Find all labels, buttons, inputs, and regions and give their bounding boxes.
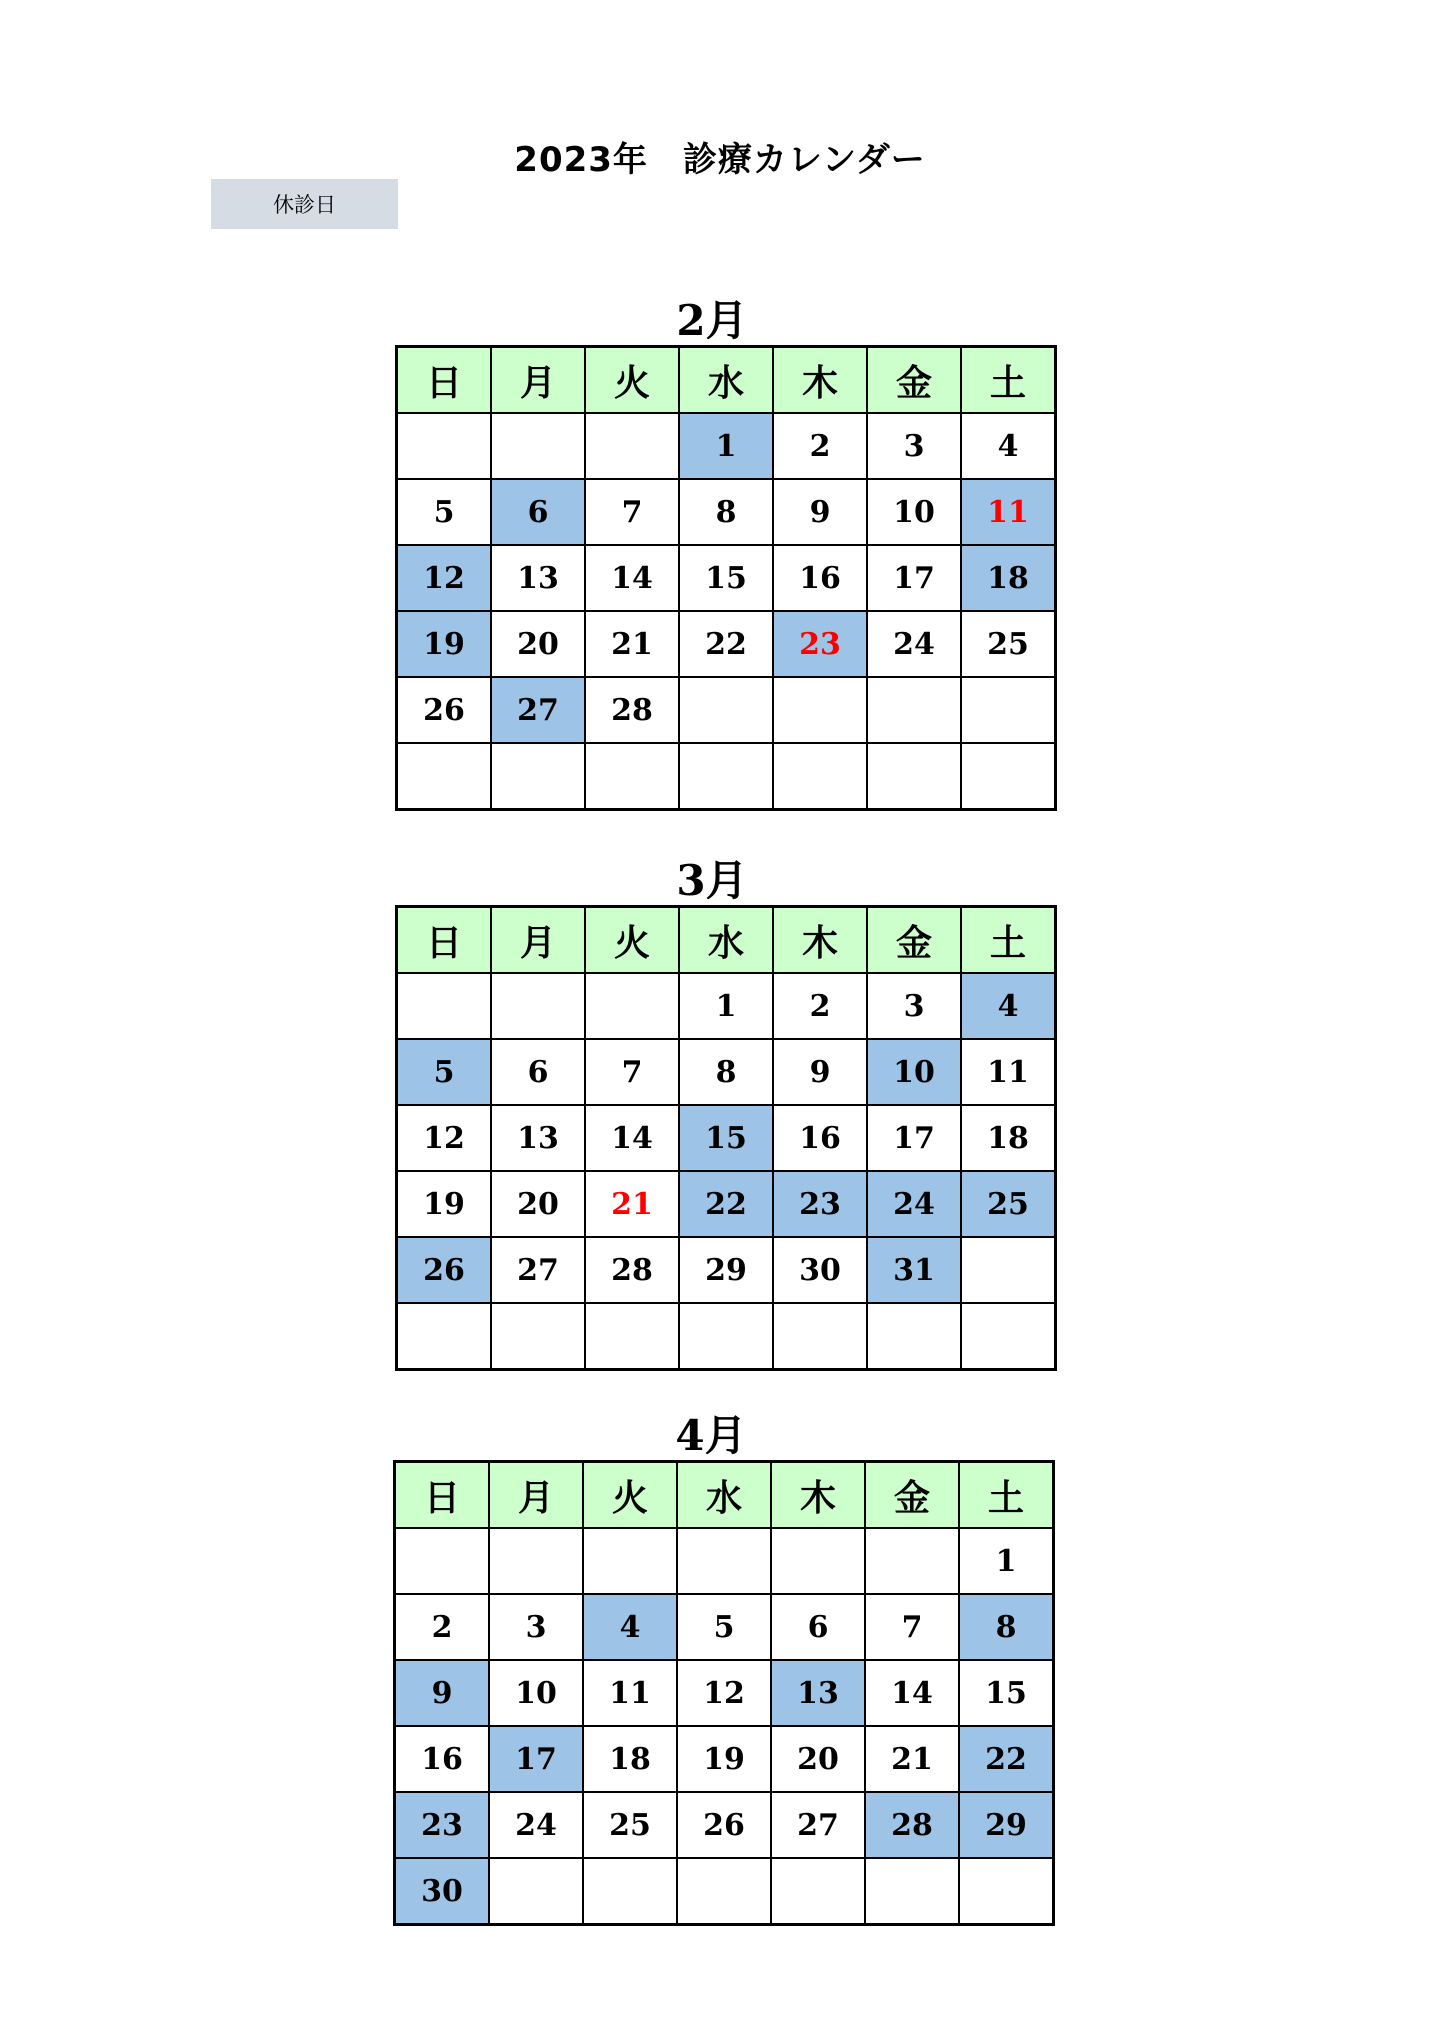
day-cell: 15 [679,545,773,611]
weekday-header: 水 [679,907,773,974]
day-cell [491,743,585,810]
weekday-header: 日 [397,347,492,414]
day-cell: 13 [771,1660,865,1726]
week-row [397,743,1056,810]
day-cell [773,677,867,743]
week-row [397,1303,1056,1370]
day-cell [397,743,492,810]
day-cell [397,1303,492,1370]
weekday-header: 土 [961,907,1056,974]
calendar-feb [395,345,1057,811]
day-cell: 27 [771,1792,865,1858]
day-cell [679,1303,773,1370]
day-cell: 8 [959,1594,1054,1660]
day-cell: 20 [491,1171,585,1237]
weekday-header: 水 [677,1462,771,1529]
day-cell [491,973,585,1039]
day-cell: 28 [865,1792,959,1858]
day-cell: 8 [679,479,773,545]
day-cell: 17 [867,1105,961,1171]
day-cell: 14 [585,545,679,611]
day-cell [771,1528,865,1594]
week-row [397,1237,1056,1303]
day-cell [397,973,492,1039]
weekday-header-row [395,1462,1054,1529]
day-cell: 30 [773,1237,867,1303]
day-cell [961,743,1056,810]
weekday-header: 火 [585,347,679,414]
day-cell [585,1303,679,1370]
week-row [397,413,1056,479]
day-cell: 6 [491,1039,585,1105]
day-cell: 11 [961,1039,1056,1105]
week-row [397,1105,1056,1171]
day-cell: 24 [867,1171,961,1237]
day-cell [491,1303,585,1370]
day-cell: 7 [585,479,679,545]
day-cell [867,677,961,743]
day-cell: 20 [771,1726,865,1792]
day-cell: 8 [679,1039,773,1105]
day-cell: 6 [491,479,585,545]
weekday-header: 火 [585,907,679,974]
weekday-header: 金 [867,347,961,414]
day-cell: 26 [677,1792,771,1858]
week-row [397,1039,1056,1105]
day-cell: 28 [585,677,679,743]
day-cell: 3 [489,1594,583,1660]
day-cell: 11 [961,479,1056,545]
day-cell: 26 [397,677,492,743]
day-cell [679,743,773,810]
day-cell: 23 [773,1171,867,1237]
day-cell: 21 [585,611,679,677]
day-cell: 10 [867,479,961,545]
weekday-header: 土 [961,347,1056,414]
day-cell [679,677,773,743]
weekday-header: 日 [397,907,492,974]
day-cell: 29 [679,1237,773,1303]
day-cell [491,413,585,479]
day-cell: 28 [585,1237,679,1303]
day-cell: 23 [395,1792,490,1858]
day-cell: 5 [397,1039,492,1105]
day-cell: 5 [677,1594,771,1660]
weekday-header: 日 [395,1462,490,1529]
day-cell: 10 [867,1039,961,1105]
day-cell [959,1858,1054,1925]
day-cell: 1 [679,973,773,1039]
week-row [395,1858,1054,1925]
day-cell: 22 [959,1726,1054,1792]
day-cell: 27 [491,677,585,743]
week-row [395,1528,1054,1594]
week-row [395,1792,1054,1858]
day-cell: 21 [865,1726,959,1792]
day-cell [773,743,867,810]
day-cell: 15 [959,1660,1054,1726]
weekday-header: 火 [583,1462,677,1529]
page-title: 2023年 診療カレンダー [514,140,926,180]
day-cell [867,1303,961,1370]
day-cell: 14 [585,1105,679,1171]
weekday-header-row [397,907,1056,974]
month-title-feb: 2月 [676,296,748,345]
weekday-header: 月 [491,347,585,414]
week-row [397,611,1056,677]
day-cell: 19 [397,1171,492,1237]
day-cell: 19 [397,611,492,677]
day-cell: 2 [773,973,867,1039]
day-cell [395,1528,490,1594]
day-cell [961,1237,1056,1303]
day-cell: 18 [961,545,1056,611]
day-cell: 25 [961,1171,1056,1237]
week-row [397,677,1056,743]
day-cell: 21 [585,1171,679,1237]
day-cell: 19 [677,1726,771,1792]
day-cell [677,1528,771,1594]
day-cell: 16 [773,545,867,611]
week-row [395,1660,1054,1726]
day-cell [585,973,679,1039]
day-cell [773,1303,867,1370]
day-cell: 6 [771,1594,865,1660]
legend-closed-day: 休診日 [211,179,398,229]
day-cell [865,1858,959,1925]
weekday-header: 木 [771,1462,865,1529]
day-cell [585,413,679,479]
day-cell: 12 [397,1105,492,1171]
calendar-apr [393,1460,1055,1926]
day-cell: 3 [867,413,961,479]
day-cell: 16 [773,1105,867,1171]
day-cell: 25 [961,611,1056,677]
month-title-apr: 4月 [675,1411,747,1460]
day-cell: 18 [961,1105,1056,1171]
day-cell [489,1528,583,1594]
weekday-header: 木 [773,347,867,414]
weekday-header: 木 [773,907,867,974]
day-cell [397,413,492,479]
day-cell: 23 [773,611,867,677]
weekday-header: 水 [679,347,773,414]
day-cell: 31 [867,1237,961,1303]
day-cell: 29 [959,1792,1054,1858]
day-cell [489,1858,583,1925]
day-cell [961,677,1056,743]
weekday-header: 金 [867,907,961,974]
day-cell [677,1858,771,1925]
day-cell: 5 [397,479,492,545]
day-cell [583,1528,677,1594]
day-cell: 17 [489,1726,583,1792]
day-cell: 3 [867,973,961,1039]
day-cell [583,1858,677,1925]
month-title-mar: 3月 [676,856,748,905]
week-row [397,545,1056,611]
day-cell: 24 [489,1792,583,1858]
day-cell: 10 [489,1660,583,1726]
weekday-header: 月 [489,1462,583,1529]
day-cell: 1 [959,1528,1054,1594]
day-cell: 16 [395,1726,490,1792]
day-cell: 4 [583,1594,677,1660]
weekday-header: 月 [491,907,585,974]
day-cell: 9 [395,1660,490,1726]
day-cell: 9 [773,479,867,545]
day-cell: 14 [865,1660,959,1726]
day-cell: 12 [677,1660,771,1726]
day-cell: 4 [961,973,1056,1039]
day-cell: 17 [867,545,961,611]
day-cell: 18 [583,1726,677,1792]
day-cell: 30 [395,1858,490,1925]
day-cell [961,1303,1056,1370]
weekday-header: 金 [865,1462,959,1529]
day-cell: 20 [491,611,585,677]
day-cell: 7 [865,1594,959,1660]
day-cell: 12 [397,545,492,611]
week-row [397,973,1056,1039]
calendar-mar [395,905,1057,1371]
day-cell: 27 [491,1237,585,1303]
day-cell: 1 [679,413,773,479]
day-cell [771,1858,865,1925]
week-row [397,479,1056,545]
day-cell [585,743,679,810]
day-cell: 22 [679,611,773,677]
day-cell: 13 [491,1105,585,1171]
day-cell: 24 [867,611,961,677]
day-cell: 15 [679,1105,773,1171]
day-cell: 9 [773,1039,867,1105]
week-row [395,1594,1054,1660]
week-row [395,1726,1054,1792]
weekday-header-row [397,347,1056,414]
weekday-header: 土 [959,1462,1054,1529]
day-cell: 7 [585,1039,679,1105]
day-cell: 25 [583,1792,677,1858]
day-cell [865,1528,959,1594]
day-cell: 22 [679,1171,773,1237]
day-cell [867,743,961,810]
day-cell: 2 [395,1594,490,1660]
week-row [397,1171,1056,1237]
day-cell: 4 [961,413,1056,479]
day-cell: 26 [397,1237,492,1303]
day-cell: 2 [773,413,867,479]
day-cell: 11 [583,1660,677,1726]
day-cell: 13 [491,545,585,611]
